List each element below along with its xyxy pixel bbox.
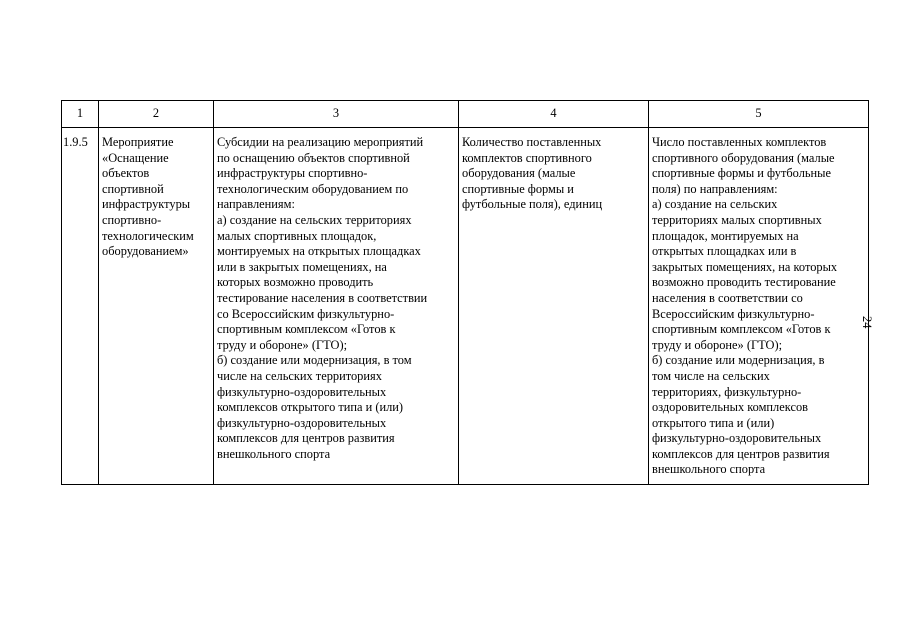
event-name: Мероприятие «Оснащение объектов спортивной инфраструктуры спортивно- технологическим оборудованием» — [102, 135, 194, 259]
row-number-cell — [62, 128, 99, 485]
column-header-4: 4 — [459, 101, 649, 128]
header-row — [62, 101, 869, 128]
document-table — [61, 100, 869, 485]
column-header-2: 2 — [99, 101, 214, 128]
indicator-cell — [459, 128, 649, 485]
description-cell — [214, 128, 459, 485]
table-row — [62, 128, 869, 485]
page-number: 24 — [860, 316, 874, 329]
row-number: 1.9.5 — [63, 135, 88, 149]
column-header-1: 1 — [62, 101, 99, 128]
column-header-3: 3 — [214, 101, 459, 128]
indicator-name: Количество поставленных комплектов спортивного оборудования (малые спортивные формы и футбольные поля), единиц — [462, 135, 603, 212]
event-cell — [99, 128, 214, 485]
column-header-5: 5 — [649, 101, 869, 128]
indicator-description: Число поставленных комплектов спортивного оборудования (малые спортивные формы и футбольные поля) по направлениям: а) создание на сельских территориях малых спортивных площадок, монтируемых на открытых площадках или в закрытых помещениях, на которых возможно проводить тестирование населения в соответствии со Всероссийским физкультурно- спортивным комплексом «Готов к труду и обороне» (ГТО); б) создание или модернизация, в том числе на сельских территориях, физкультурно- оздоровительных комплексов открытого типа и (или) физкультурно-оздоровительных комплексов для центров развития внешкольного спорта — [652, 135, 838, 477]
indicator-description-cell — [649, 128, 869, 485]
event-description: Субсидии на реализацию мероприятий по оснащению объектов спортивной инфраструктуры спортивно- технологическим оборудованием по направлениям: а) создание на сельских территориях малых спортивных площадок, монтируемых на открытых площадках или в закрытых помещениях, на которых возможно проводить тестирование населения в соответствии со Всероссийским физкультурно- спортивным комплексом «Готов к труду и обороне» (ГТО); б) создание или модернизация, в том числе на сельских территориях физкультурно-оздоровительных комплексов открытого типа и (или) физкультурно-оздоровительных комплексов для центров развития внешкольного спорта — [217, 135, 428, 461]
